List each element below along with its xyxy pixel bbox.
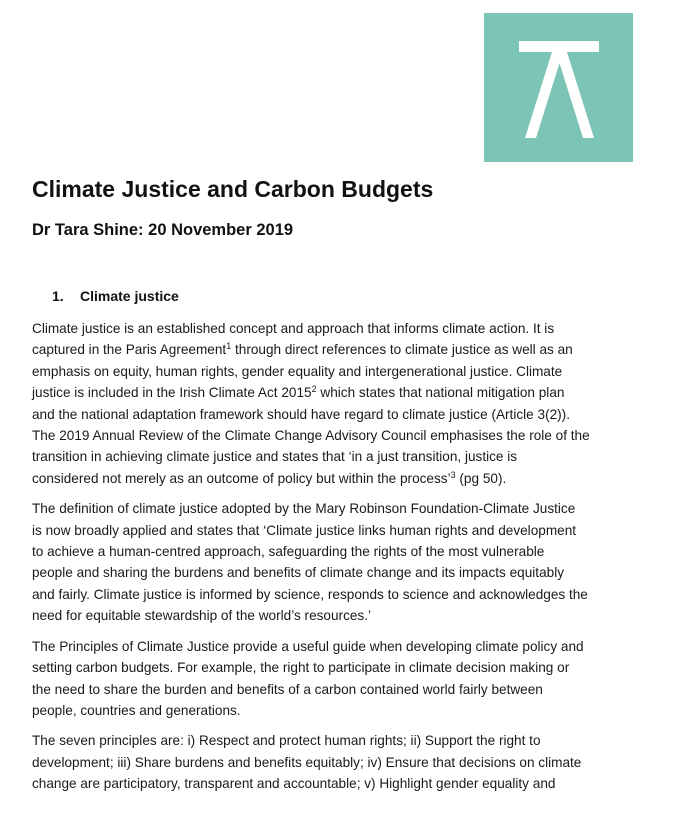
section-title: Climate justice bbox=[80, 288, 179, 304]
document-title: Climate Justice and Carbon Budgets bbox=[32, 176, 434, 202]
body-paragraph bbox=[32, 498, 654, 626]
body-paragraph bbox=[32, 318, 654, 489]
text-line: people, countries and generations. bbox=[32, 702, 241, 718]
body-paragraph bbox=[32, 636, 654, 722]
text-line: justice is included in the Irish Climate Act 2015$^2$ which states that national mitigation plan bbox=[32, 384, 565, 401]
text-line: and the national adaptation framework should have regard to climate justice (Article 3(2)). bbox=[32, 406, 570, 422]
footnote-marker[interactable]: 2 bbox=[311, 384, 317, 395]
text-line: development; iii) Share burdens and benefits equitably; iv) Ensure that decisions on climate bbox=[32, 754, 582, 770]
text-line: The seven principles are: i) Respect and protect human rights; ii) Support the right to bbox=[32, 733, 541, 749]
pi-overbar-logo-icon bbox=[484, 13, 633, 162]
text-line: is now broadly applied and states that ‘Climate justice links human rights and development bbox=[32, 522, 577, 538]
text-line: people and sharing the burdens and benefits of climate change and its impacts equitably bbox=[32, 565, 565, 581]
text-line: The 2019 Annual Review of the Climate Change Advisory Council emphasises the role of the bbox=[32, 428, 590, 444]
text-line: the need to share the burden and benefits of a carbon contained world fairly between bbox=[32, 681, 543, 697]
document-body bbox=[32, 318, 654, 804]
text-line: change are participatory, transparent and accountable; v) Highlight gender equality and bbox=[32, 776, 556, 792]
text-line: transition in achieving climate justice and states that ‘in a just transition, justice is bbox=[32, 449, 518, 465]
text-line: considered not merely as an outcome of policy but within the process’$^3$ (pg 50). bbox=[32, 469, 507, 486]
text-line: The Principles of Climate Justice provide a useful guide when developing climate policy and bbox=[32, 638, 584, 654]
text-line: emphasis on equity, human rights, gender equality and intergenerational justice. Climate bbox=[32, 363, 563, 379]
body-paragraph bbox=[32, 730, 654, 794]
text-line: Climate justice is an established concept and approach that informs climate action. It is bbox=[32, 321, 555, 336]
author-date: Dr Tara Shine: 20 November 2019 bbox=[32, 221, 294, 239]
text-line: need for equitable stewardship of the world’s resources.’ bbox=[32, 608, 372, 624]
section-heading bbox=[52, 288, 179, 304]
section-number: 1. bbox=[52, 288, 64, 304]
text-line: and fairly. Climate justice is informed by science, responds to science and acknowledges the bbox=[32, 586, 588, 602]
organization-logo bbox=[484, 13, 633, 162]
text-line: The definition of climate justice adopted by the Mary Robinson Foundation-Climate Justice bbox=[32, 501, 576, 517]
text-line: setting carbon budgets. For example, the right to participate in climate decision making or bbox=[32, 660, 570, 676]
footnote-marker[interactable]: 3 bbox=[450, 469, 456, 480]
text-line: to achieve a human-centred approach, safeguarding the rights of the most vulnerable bbox=[32, 544, 545, 560]
footnote-marker[interactable]: 1 bbox=[226, 341, 232, 352]
text-line: captured in the Paris Agreement$^1$ through direct references to climate justice as well as an bbox=[32, 341, 573, 358]
